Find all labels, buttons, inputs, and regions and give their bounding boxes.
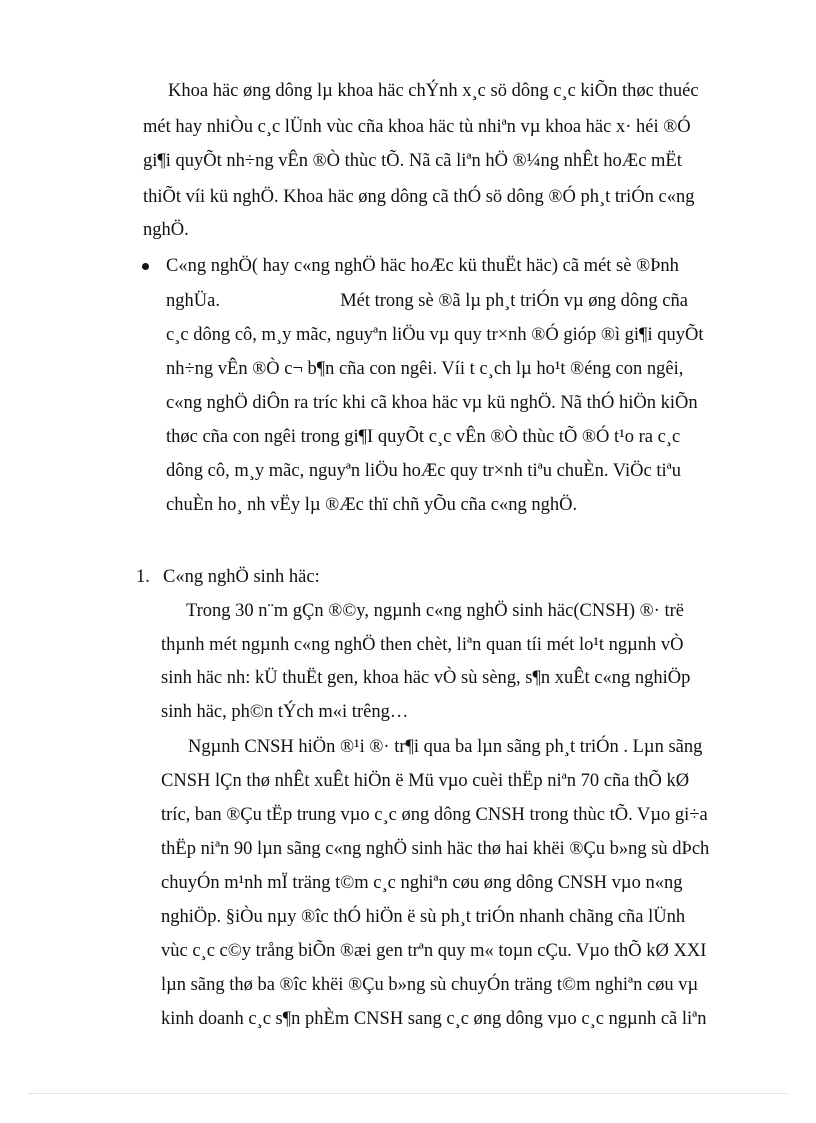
text-line: vùc c¸c c©y trång biÕn ®æi gen trªn quy m« toµn cÇu. Vµo thÕ kØ XXI xyxy=(161,941,707,961)
text-line: c¸c dông cô, m¸y mãc, nguyªn liÖu vµ quy tr×nh ®Ó gióp ®ì gi¶i quyÕt xyxy=(166,325,704,345)
text-line: nghiÖp. §iÒu nµy ®îc thÓ hiÖn ë sù ph¸t triÓn nhanh chãng cña lÜnh xyxy=(161,907,686,927)
text-line: thøc cña con ngêi trong gi¶I quyÕt c¸c vÊn ®Ò thùc tÕ ®Ó t¹o ra c¸c xyxy=(166,427,681,447)
text-line: dông cô, m¸y mãc, nguyªn liÖu hoÆc quy tr×nh tiªu chuÈn. ViÖc tiªu xyxy=(166,461,681,481)
text-line: gi¶i quyÕt nh÷ng vÊn ®Ò thùc tÕ. Nã cã liªn hÖ ®¼ng nhÊt hoÆc mËt xyxy=(143,151,682,171)
text-line: c«ng nghÖ diÔn ra tríc khi cã khoa häc vµ kü nghÖ. Nã thÓ hiÖn kiÕn xyxy=(166,393,698,413)
text-line: nghÖ. xyxy=(143,220,189,240)
text-line: lµn sãng thø ba ®îc khëi ®Çu b»ng sù chuyÓn träng t©m nghiªn cøu vµ xyxy=(161,975,699,995)
text-line: sinh häc nh: kÜ thuËt gen, khoa häc vÒ sù sèng, s¶n xuÊt c«ng nghiÖp xyxy=(161,668,691,688)
text-line: thµnh mét ngµnh c«ng nghÖ then chèt, liªn quan tíi mét lo¹t ngµnh vÒ xyxy=(161,635,684,655)
text-line: Ngµnh CNSH hiÖn ®¹i ®· tr¶i qua ba lµn sãng ph¸t triÓn . Lµn sãng xyxy=(188,737,703,757)
heading-number: 1. xyxy=(136,567,150,587)
text-line: chuyÓn m¹nh mÏ träng t©m c¸c nghiªn cøu øng dông CNSH vµo n«ng xyxy=(161,873,683,893)
text-line: C«ng nghÖ( hay c«ng nghÖ häc hoÆc kü thuËt häc) cã mét sè ®Þnh xyxy=(166,256,679,276)
text-line: Trong 30 n¨m gÇn ®©y, ngµnh c«ng nghÖ sinh häc(CNSH) ®· trë xyxy=(186,601,685,621)
text-line: CNSH lÇn thø nhÊt xuÊt hiÖn ë Mü vµo cuèi thËp niªn 70 cña thÕ kØ xyxy=(161,771,690,791)
text-line: nh÷ng vÊn ®Ò c¬ b¶n cña con ngêi. Víi t c¸ch lµ ho¹t ®éng con ngêi, xyxy=(166,359,684,379)
text-line: nghÜa. Mét trong sè ®ã lµ ph¸t triÓn vµ øng dông cña xyxy=(166,291,688,311)
text-line: mét hay nhiÒu c¸c lÜnh vùc cña khoa häc tù nhiªn vµ khoa häc x· héi ®Ó xyxy=(143,117,691,137)
text-line: chuÈn ho¸ nh vËy lµ ®Æc thï chñ yÕu cña c«ng nghÖ. xyxy=(166,495,578,515)
text-line: thËp niªn 90 lµn sãng c«ng nghÖ sinh häc thø hai khëi ®Çu b»ng sù dÞch xyxy=(161,839,710,859)
text-line: kinh doanh c¸c s¶n phÈm CNSH sang c¸c øng dông vµo c¸c ngµnh cã liªn xyxy=(161,1009,707,1029)
text-line: tríc, ban ®Çu tËp trung vµo c¸c øng dông CNSH trong thùc tÕ. Vµo gi÷a xyxy=(161,805,708,825)
text-line: sinh häc, ph©n tÝch m«i trêng… xyxy=(161,702,409,722)
bullet-icon xyxy=(142,263,149,270)
heading-text: C«ng nghÖ sinh häc: xyxy=(163,567,320,587)
page-bottom-divider xyxy=(28,1093,788,1094)
text-line: Khoa häc øng dông lµ khoa häc chÝnh x¸c sö dông c¸c kiÕn thøc thuéc xyxy=(168,81,699,101)
text-line: thiÕt víi kü nghÖ. Khoa häc øng dông cã thÓ sö dông ®Ó ph¸t triÓn c«ng xyxy=(143,187,695,207)
